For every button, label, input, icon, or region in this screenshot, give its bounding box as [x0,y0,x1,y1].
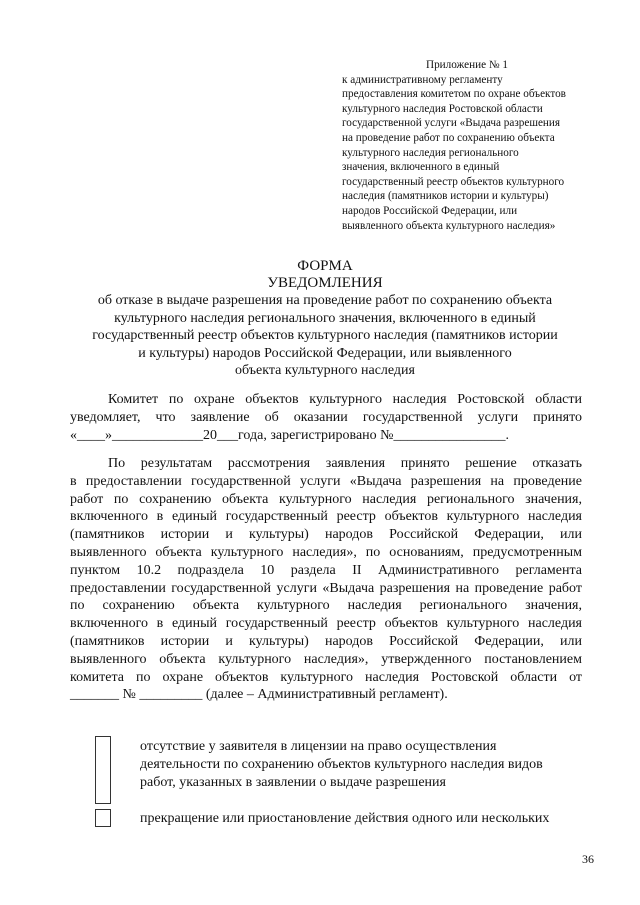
subtitle-line: и культуры) народов Российской Федерации, или выявленного [138,345,512,361]
paragraph-registration [70,391,582,444]
appendix-line: культурного наследия Ростовской области [342,102,543,115]
paragraph-line: выявленного объекта культурного наследия», по основаниям, предусмотренным [70,544,582,560]
paragraph-line: по сохранению объекта культурного наследия регионального значения, [70,598,582,614]
paragraph-line: предоставлении государственной услуги «Выдача разрешения на проведение работ [70,580,582,596]
paragraph-line: комитета по охране объектов культурного наследия Ростовской области от [70,669,582,685]
option-line: работ, указанных в заявлении о выдаче разрешения [140,774,446,790]
reason-checkbox-license[interactable] [95,736,111,804]
paragraph-line: в предоставлении государственной услуги «Выдача разрешения на проведение [70,473,582,489]
reason-option-license [140,738,590,791]
appendix-number: Приложение № 1 [426,59,508,71]
option-line: отсутствие у заявителя в лицензии на право осуществления [140,739,497,754]
option-line: деятельности по сохранению объектов культурного наследия видов [140,756,543,772]
paragraph-line: уведомляет, что заявление об оказании государственной услуги принято [70,409,582,425]
title-line-form: ФОРМА [297,258,353,274]
paragraph-line: По результатам рассмотрения заявления принято решение отказать [108,456,582,471]
appendix-line: предоставления комитетом по охране объектов [342,88,566,101]
appendix-line: наследия (памятников истории и культуры) [342,190,549,203]
reason-checkbox-termination[interactable] [95,809,111,827]
appendix-line: народов Российской Федерации, или [342,204,518,217]
paragraph-line: выявленного объекта культурного наследия», утвержденного постановлением [70,651,582,667]
page-number: 36 [582,852,594,866]
subtitle-line: государственный реестр объектов культурного наследия (памятников истории [92,328,558,344]
option-line: прекращение или приостановление действия одного или нескольких [140,811,550,826]
paragraph-line: включенного в единый государственный реестр объектов культурного наследия [70,616,582,632]
form-title [60,258,590,380]
appendix-line: государственный реестр объектов культурного [342,175,565,188]
subtitle-line: об отказе в выдаче разрешения на проведение работ по сохранению объекта [97,293,553,308]
paragraph-line: «____»_____________20___года, зарегистрировано №________________. [70,427,510,443]
paragraph-line: работ по сохранению объекта культурного наследия регионального значения, [70,491,582,507]
subtitle-line: объекта культурного наследия [235,363,415,379]
paragraph-line: пунктом 10.2 подраздела 10 раздела II Административного регламента [70,562,582,578]
paragraph-line: включенного в единый государственный реестр объектов культурного наследия [70,509,582,525]
appendix-line: выявленного объекта культурного наследия» [342,219,556,232]
appendix-line: государственной услуги «Выдача разрешения [342,117,561,130]
appendix-line: культурного наследия регионального [342,146,519,159]
appendix-line: значения, включенного в единый [342,161,500,174]
subtitle-line: культурного наследия регионального значения, включенного в единый [114,310,536,326]
appendix-line: на проведение работ по сохранению объекта [342,131,555,144]
paragraph-line: _______ № _________ (далее – Административный регламент). [70,687,448,703]
paragraph-line: Комитет по охране объектов культурного наследия Ростовской области [108,392,582,407]
paragraph-line: (памятников истории и культуры) народов Российской Федерации, или [70,633,582,649]
title-line-notification: УВЕДОМЛЕНИЯ [267,275,383,291]
paragraph-line: (памятников истории и культуры) народов Российской Федерации, или [70,527,582,543]
appendix-header [342,58,612,233]
appendix-line: к административному регламенту [342,73,503,86]
paragraph-decision [70,455,582,704]
reason-option-termination [140,810,590,828]
